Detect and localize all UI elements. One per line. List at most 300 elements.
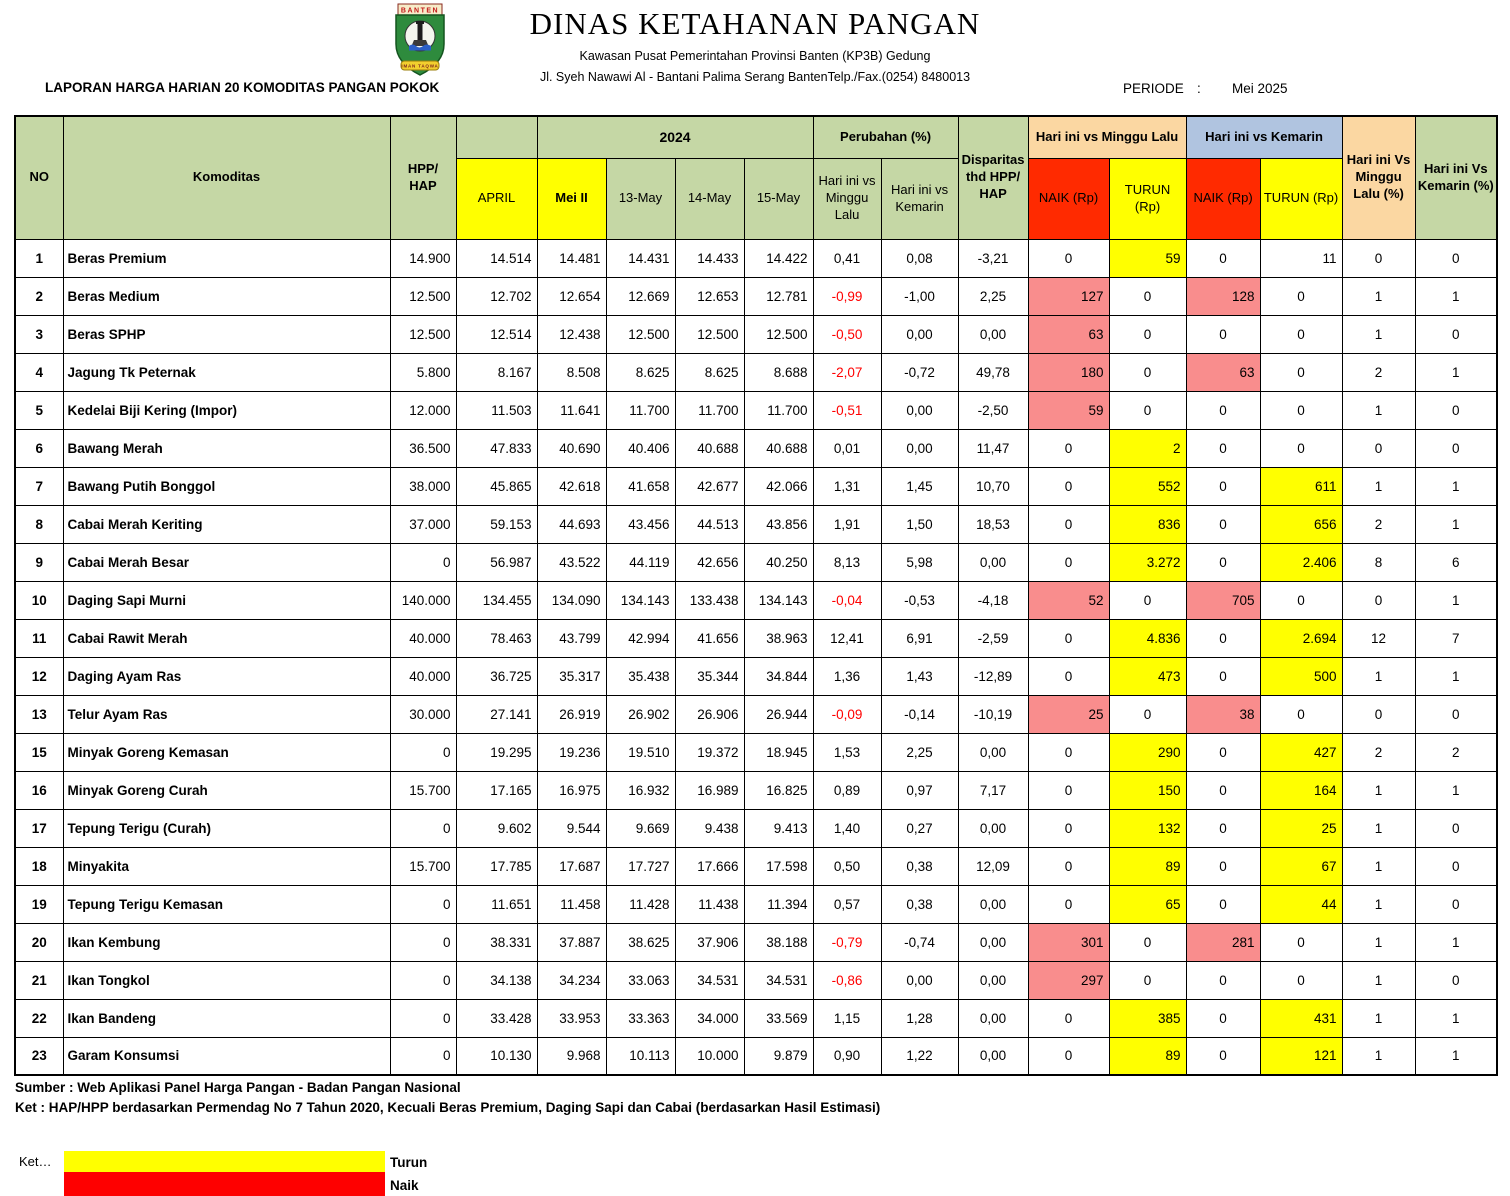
cell-naik-week: 52: [1028, 581, 1109, 619]
cell-chg-week: 1,15: [813, 999, 881, 1037]
cell-chg-week: 1,36: [813, 657, 881, 695]
cell-15-may: 12.500: [744, 315, 813, 353]
cell-komoditas: Beras Medium: [63, 277, 390, 315]
cell-disparitas: 0,00: [958, 809, 1028, 847]
col-turun-week: TURUN (Rp): [1109, 158, 1186, 239]
cell-pct-week: 1: [1342, 809, 1415, 847]
table-row: [15, 809, 1497, 847]
cell-14-may: 42.677: [675, 467, 744, 505]
cell-disparitas: 0,00: [958, 1037, 1028, 1075]
cell-disparitas: 10,70: [958, 467, 1028, 505]
table-row: [15, 1037, 1497, 1075]
cell-turun-week: 0: [1109, 961, 1186, 999]
cell-turun-day: 500: [1260, 657, 1342, 695]
cell-naik-day: 0: [1186, 391, 1260, 429]
cell-chg-week: -0,86: [813, 961, 881, 999]
cell-no: 15: [15, 733, 63, 771]
cell-april: 17.165: [456, 771, 537, 809]
cell-disparitas: -12,89: [958, 657, 1028, 695]
cell-disparitas: 12,09: [958, 847, 1028, 885]
cell-turun-week: 89: [1109, 847, 1186, 885]
cell-chg-day: 0,38: [881, 885, 958, 923]
cell-mei-ii: 16.975: [537, 771, 606, 809]
cell-pct-week: 2: [1342, 733, 1415, 771]
cell-no: 3: [15, 315, 63, 353]
cell-14-may: 8.625: [675, 353, 744, 391]
cell-naik-day: 281: [1186, 923, 1260, 961]
cell-turun-day: 0: [1260, 923, 1342, 961]
cell-no: 10: [15, 581, 63, 619]
cell-14-may: 34.000: [675, 999, 744, 1037]
cell-turun-day: 67: [1260, 847, 1342, 885]
cell-turun-week: 0: [1109, 391, 1186, 429]
cell-13-may: 35.438: [606, 657, 675, 695]
cell-turun-week: 836: [1109, 505, 1186, 543]
cell-disparitas: 7,17: [958, 771, 1028, 809]
cell-turun-week: 65: [1109, 885, 1186, 923]
cell-mei-ii: 14.481: [537, 239, 606, 277]
cell-komoditas: Beras Premium: [63, 239, 390, 277]
cell-hpp: 0: [390, 999, 456, 1037]
table-row: [15, 999, 1497, 1037]
cell-naik-week: 180: [1028, 353, 1109, 391]
cell-14-may: 16.989: [675, 771, 744, 809]
cell-komoditas: Minyak Goreng Curah: [63, 771, 390, 809]
cell-pct-day: 1: [1415, 1037, 1497, 1075]
cell-15-may: 9.413: [744, 809, 813, 847]
cell-april: 17.785: [456, 847, 537, 885]
cell-no: 2: [15, 277, 63, 315]
cell-14-may: 11.438: [675, 885, 744, 923]
col-pct-kemarin: Hari ini Vs Kemarin (%): [1415, 116, 1497, 239]
cell-chg-week: 12,41: [813, 619, 881, 657]
cell-pct-week: 1: [1342, 885, 1415, 923]
cell-turun-day: 164: [1260, 771, 1342, 809]
cell-naik-week: 63: [1028, 315, 1109, 353]
cell-pct-week: 0: [1342, 239, 1415, 277]
cell-turun-week: 150: [1109, 771, 1186, 809]
cell-turun-day: 656: [1260, 505, 1342, 543]
cell-14-may: 9.438: [675, 809, 744, 847]
cell-turun-week: 552: [1109, 467, 1186, 505]
cell-13-may: 43.456: [606, 505, 675, 543]
cell-pct-week: 1: [1342, 961, 1415, 999]
cell-komoditas: Cabai Rawit Merah: [63, 619, 390, 657]
cell-komoditas: Cabai Merah Keriting: [63, 505, 390, 543]
cell-naik-week: 0: [1028, 733, 1109, 771]
cell-mei-ii: 12.654: [537, 277, 606, 315]
col-no: NO: [15, 116, 63, 239]
cell-pct-day: 1: [1415, 505, 1497, 543]
cell-pct-week: 0: [1342, 695, 1415, 733]
cell-pct-week: 1: [1342, 657, 1415, 695]
cell-14-may: 26.906: [675, 695, 744, 733]
cell-komoditas: Tepung Terigu Kemasan: [63, 885, 390, 923]
cell-turun-week: 4.836: [1109, 619, 1186, 657]
cell-chg-week: 0,90: [813, 1037, 881, 1075]
cell-naik-week: 25: [1028, 695, 1109, 733]
legend-naik-label: Naik: [390, 1178, 419, 1193]
cell-turun-week: 385: [1109, 999, 1186, 1037]
cell-disparitas: 0,00: [958, 923, 1028, 961]
cell-chg-week: 0,50: [813, 847, 881, 885]
cell-pct-week: 1: [1342, 999, 1415, 1037]
cell-naik-day: 0: [1186, 657, 1260, 695]
cell-no: 8: [15, 505, 63, 543]
cell-naik-week: 0: [1028, 619, 1109, 657]
cell-15-may: 42.066: [744, 467, 813, 505]
col-13-may: 13-May: [606, 158, 675, 239]
cell-13-may: 12.669: [606, 277, 675, 315]
cell-naik-day: 0: [1186, 315, 1260, 353]
col-naik-week: NAIK (Rp): [1028, 158, 1109, 239]
cell-hpp: 0: [390, 885, 456, 923]
cell-15-may: 33.569: [744, 999, 813, 1037]
cell-turun-week: 0: [1109, 353, 1186, 391]
table-row: [15, 961, 1497, 999]
periode-separator: :: [1197, 81, 1201, 96]
cell-pct-day: 0: [1415, 391, 1497, 429]
cell-turun-day: 0: [1260, 581, 1342, 619]
cell-14-may: 34.531: [675, 961, 744, 999]
cell-komoditas: Ikan Tongkol: [63, 961, 390, 999]
cell-chg-day: 0,00: [881, 961, 958, 999]
periode-label: PERIODE: [1123, 81, 1184, 96]
cell-mei-ii: 12.438: [537, 315, 606, 353]
cell-hpp: 0: [390, 543, 456, 581]
cell-pct-week: 2: [1342, 505, 1415, 543]
cell-naik-day: 0: [1186, 771, 1260, 809]
cell-13-may: 11.700: [606, 391, 675, 429]
cell-mei-ii: 40.690: [537, 429, 606, 467]
cell-hpp: 12.500: [390, 277, 456, 315]
cell-naik-week: 0: [1028, 467, 1109, 505]
cell-naik-day: 0: [1186, 1037, 1260, 1075]
cell-pct-day: 7: [1415, 619, 1497, 657]
cell-hpp: 15.700: [390, 847, 456, 885]
cell-april: 38.331: [456, 923, 537, 961]
cell-april: 134.455: [456, 581, 537, 619]
cell-no: 16: [15, 771, 63, 809]
cell-disparitas: 2,25: [958, 277, 1028, 315]
cell-pct-day: 2: [1415, 733, 1497, 771]
cell-pct-week: 2: [1342, 353, 1415, 391]
cell-pct-day: 0: [1415, 239, 1497, 277]
cell-naik-day: 128: [1186, 277, 1260, 315]
cell-turun-day: 431: [1260, 999, 1342, 1037]
cell-15-may: 134.143: [744, 581, 813, 619]
cell-april: 34.138: [456, 961, 537, 999]
cell-15-may: 17.598: [744, 847, 813, 885]
col-turun-day: TURUN (Rp): [1260, 158, 1342, 239]
cell-turun-day: 0: [1260, 315, 1342, 353]
cell-turun-week: 0: [1109, 695, 1186, 733]
agency-address-line2: Jl. Syeh Nawawi Al - Bantani Palima Serang BantenTelp./Fax.(0254) 8480013: [539, 70, 971, 84]
cell-no: 1: [15, 239, 63, 277]
periode: [1123, 81, 1288, 96]
header-row-groups: [15, 116, 1497, 158]
cell-naik-week: 0: [1028, 1037, 1109, 1075]
cell-14-may: 12.653: [675, 277, 744, 315]
cell-naik-day: 0: [1186, 467, 1260, 505]
cell-turun-day: 2.406: [1260, 543, 1342, 581]
cell-no: 4: [15, 353, 63, 391]
cell-april: 27.141: [456, 695, 537, 733]
col-komoditas: Komoditas: [63, 116, 390, 239]
table-row: [15, 315, 1497, 353]
cell-disparitas: 0,00: [958, 999, 1028, 1037]
cell-hpp: 12.000: [390, 391, 456, 429]
cell-naik-week: 0: [1028, 847, 1109, 885]
cell-naik-week: 0: [1028, 505, 1109, 543]
cell-chg-day: -0,53: [881, 581, 958, 619]
cell-april: 45.865: [456, 467, 537, 505]
table-row: [15, 885, 1497, 923]
cell-hpp: 30.000: [390, 695, 456, 733]
cell-komoditas: Garam Konsumsi: [63, 1037, 390, 1075]
cell-turun-week: 473: [1109, 657, 1186, 695]
cell-disparitas: 0,00: [958, 733, 1028, 771]
cell-hpp: 37.000: [390, 505, 456, 543]
cell-naik-week: 0: [1028, 543, 1109, 581]
cell-turun-week: 3.272: [1109, 543, 1186, 581]
cell-13-may: 41.658: [606, 467, 675, 505]
cell-15-may: 38.963: [744, 619, 813, 657]
cell-pct-day: 0: [1415, 885, 1497, 923]
cell-turun-day: 0: [1260, 391, 1342, 429]
cell-mei-ii: 17.687: [537, 847, 606, 885]
cell-turun-week: 0: [1109, 277, 1186, 315]
cell-pct-day: 1: [1415, 771, 1497, 809]
cell-mei-ii: 11.641: [537, 391, 606, 429]
cell-chg-day: 1,50: [881, 505, 958, 543]
cell-no: 12: [15, 657, 63, 695]
cell-chg-day: 0,97: [881, 771, 958, 809]
cell-13-may: 8.625: [606, 353, 675, 391]
cell-turun-week: 0: [1109, 923, 1186, 961]
cell-disparitas: -2,59: [958, 619, 1028, 657]
cell-14-may: 42.656: [675, 543, 744, 581]
logo-banner-text: BANTEN: [400, 7, 440, 15]
table-row: [15, 847, 1497, 885]
col-14-may: 14-May: [675, 158, 744, 239]
cell-15-may: 34.844: [744, 657, 813, 695]
cell-disparitas: -3,21: [958, 239, 1028, 277]
cell-disparitas: 18,53: [958, 505, 1028, 543]
cell-april: 59.153: [456, 505, 537, 543]
cell-pct-day: 0: [1415, 961, 1497, 999]
cell-turun-week: 132: [1109, 809, 1186, 847]
cell-disparitas: -10,19: [958, 695, 1028, 733]
cell-disparitas: 0,00: [958, 961, 1028, 999]
cell-turun-day: 427: [1260, 733, 1342, 771]
legend-naik-swatch: [64, 1172, 385, 1196]
cell-naik-day: 0: [1186, 505, 1260, 543]
cell-disparitas: 0,00: [958, 543, 1028, 581]
cell-13-may: 33.363: [606, 999, 675, 1037]
cell-15-may: 43.856: [744, 505, 813, 543]
cell-chg-day: -1,00: [881, 277, 958, 315]
cell-no: 19: [15, 885, 63, 923]
cell-13-may: 134.143: [606, 581, 675, 619]
cell-pct-day: 1: [1415, 657, 1497, 695]
cell-disparitas: 11,47: [958, 429, 1028, 467]
cell-chg-week: 1,40: [813, 809, 881, 847]
cell-chg-day: -0,14: [881, 695, 958, 733]
cell-13-may: 14.431: [606, 239, 675, 277]
cell-15-may: 14.422: [744, 239, 813, 277]
cell-hpp: 12.500: [390, 315, 456, 353]
cell-14-may: 11.700: [675, 391, 744, 429]
cell-naik-day: 0: [1186, 733, 1260, 771]
cell-hpp: 140.000: [390, 581, 456, 619]
cell-turun-day: 0: [1260, 277, 1342, 315]
cell-disparitas: -4,18: [958, 581, 1028, 619]
cell-pct-day: 1: [1415, 467, 1497, 505]
periode-value: Mei 2025: [1232, 81, 1288, 96]
cell-13-may: 9.669: [606, 809, 675, 847]
cell-pct-week: 12: [1342, 619, 1415, 657]
cell-disparitas: 49,78: [958, 353, 1028, 391]
cell-14-may: 19.372: [675, 733, 744, 771]
cell-pct-day: 1: [1415, 923, 1497, 961]
cell-hpp: 38.000: [390, 467, 456, 505]
cell-13-may: 40.406: [606, 429, 675, 467]
cell-chg-week: -0,04: [813, 581, 881, 619]
cell-turun-day: 25: [1260, 809, 1342, 847]
cell-chg-week: 1,91: [813, 505, 881, 543]
cell-turun-day: 44: [1260, 885, 1342, 923]
cell-no: 22: [15, 999, 63, 1037]
cell-15-may: 11.700: [744, 391, 813, 429]
cell-15-may: 26.944: [744, 695, 813, 733]
cell-komoditas: Bawang Merah: [63, 429, 390, 467]
table-row: [15, 733, 1497, 771]
cell-april: 36.725: [456, 657, 537, 695]
price-table: [14, 115, 1498, 1076]
cell-no: 13: [15, 695, 63, 733]
group-perubahan: Perubahan (%): [813, 116, 958, 158]
cell-april: 11.503: [456, 391, 537, 429]
cell-chg-week: 0,01: [813, 429, 881, 467]
cell-turun-day: 0: [1260, 353, 1342, 391]
cell-mei-ii: 26.919: [537, 695, 606, 733]
cell-no: 21: [15, 961, 63, 999]
cell-turun-week: 0: [1109, 581, 1186, 619]
cell-komoditas: Telur Ayam Ras: [63, 695, 390, 733]
cell-april: 8.167: [456, 353, 537, 391]
cell-15-may: 34.531: [744, 961, 813, 999]
cell-mei-ii: 37.887: [537, 923, 606, 961]
cell-chg-week: -0,50: [813, 315, 881, 353]
ket-note: Ket : HAP/HPP berdasarkan Permendag No 7 Tahun 2020, Kecuali Beras Premium, Daging Sapi dan Cabai (berdasarkan Hasil Estimasi): [15, 1100, 881, 1115]
cell-no: 18: [15, 847, 63, 885]
col-chg-week: Hari ini vs Minggu Lalu: [813, 158, 881, 239]
table-row: [15, 771, 1497, 809]
cell-mei-ii: 43.522: [537, 543, 606, 581]
cell-naik-week: 0: [1028, 885, 1109, 923]
cell-no: 20: [15, 923, 63, 961]
cell-pct-day: 0: [1415, 847, 1497, 885]
cell-pct-week: 1: [1342, 315, 1415, 353]
cell-chg-day: 1,22: [881, 1037, 958, 1075]
cell-15-may: 40.250: [744, 543, 813, 581]
cell-pct-day: 1: [1415, 277, 1497, 315]
table-row: [15, 695, 1497, 733]
table-row: [15, 505, 1497, 543]
cell-chg-day: 1,45: [881, 467, 958, 505]
cell-chg-week: -0,99: [813, 277, 881, 315]
cell-turun-day: 0: [1260, 429, 1342, 467]
cell-pct-day: 1: [1415, 353, 1497, 391]
cell-hpp: 0: [390, 923, 456, 961]
cell-chg-day: 0,00: [881, 315, 958, 353]
source-note: Sumber : Web Aplikasi Panel Harga Pangan - Badan Pangan Nasional: [15, 1080, 461, 1095]
cell-disparitas: 0,00: [958, 885, 1028, 923]
cell-turun-day: 121: [1260, 1037, 1342, 1075]
cell-pct-week: 1: [1342, 391, 1415, 429]
cell-mei-ii: 9.968: [537, 1037, 606, 1075]
cell-naik-day: 0: [1186, 809, 1260, 847]
cell-mei-ii: 34.234: [537, 961, 606, 999]
cell-april: 78.463: [456, 619, 537, 657]
cell-mei-ii: 11.458: [537, 885, 606, 923]
cell-hpp: 5.800: [390, 353, 456, 391]
cell-disparitas: -2,50: [958, 391, 1028, 429]
cell-naik-day: 0: [1186, 239, 1260, 277]
cell-14-may: 12.500: [675, 315, 744, 353]
cell-turun-day: 0: [1260, 695, 1342, 733]
cell-turun-day: 2.694: [1260, 619, 1342, 657]
cell-14-may: 41.656: [675, 619, 744, 657]
cell-turun-day: 0: [1260, 961, 1342, 999]
cell-13-may: 42.994: [606, 619, 675, 657]
group-vs-kemarin: Hari ini vs Kemarin: [1186, 116, 1342, 158]
cell-naik-day: 38: [1186, 695, 1260, 733]
cell-14-may: 14.433: [675, 239, 744, 277]
cell-naik-week: 0: [1028, 657, 1109, 695]
group-year-2024: 2024: [537, 116, 813, 158]
cell-naik-week: 0: [1028, 999, 1109, 1037]
cell-chg-day: 2,25: [881, 733, 958, 771]
cell-pct-day: 0: [1415, 809, 1497, 847]
cell-naik-week: 0: [1028, 239, 1109, 277]
cell-13-may: 17.727: [606, 847, 675, 885]
cell-15-may: 8.688: [744, 353, 813, 391]
cell-13-may: 38.625: [606, 923, 675, 961]
table-row: [15, 391, 1497, 429]
cell-chg-week: 0,89: [813, 771, 881, 809]
cell-14-may: 10.000: [675, 1037, 744, 1075]
col-15-may: 15-May: [744, 158, 813, 239]
cell-15-may: 12.781: [744, 277, 813, 315]
cell-naik-day: 0: [1186, 619, 1260, 657]
cell-naik-week: 59: [1028, 391, 1109, 429]
cell-mei-ii: 35.317: [537, 657, 606, 695]
cell-april: 19.295: [456, 733, 537, 771]
cell-14-may: 17.666: [675, 847, 744, 885]
cell-april: 33.428: [456, 999, 537, 1037]
cell-no: 17: [15, 809, 63, 847]
cell-april: 12.514: [456, 315, 537, 353]
table-row: [15, 353, 1497, 391]
cell-mei-ii: 44.693: [537, 505, 606, 543]
table-row: [15, 543, 1497, 581]
table-row: [15, 657, 1497, 695]
cell-chg-day: -0,72: [881, 353, 958, 391]
cell-pct-day: 0: [1415, 429, 1497, 467]
cell-pct-week: 1: [1342, 847, 1415, 885]
